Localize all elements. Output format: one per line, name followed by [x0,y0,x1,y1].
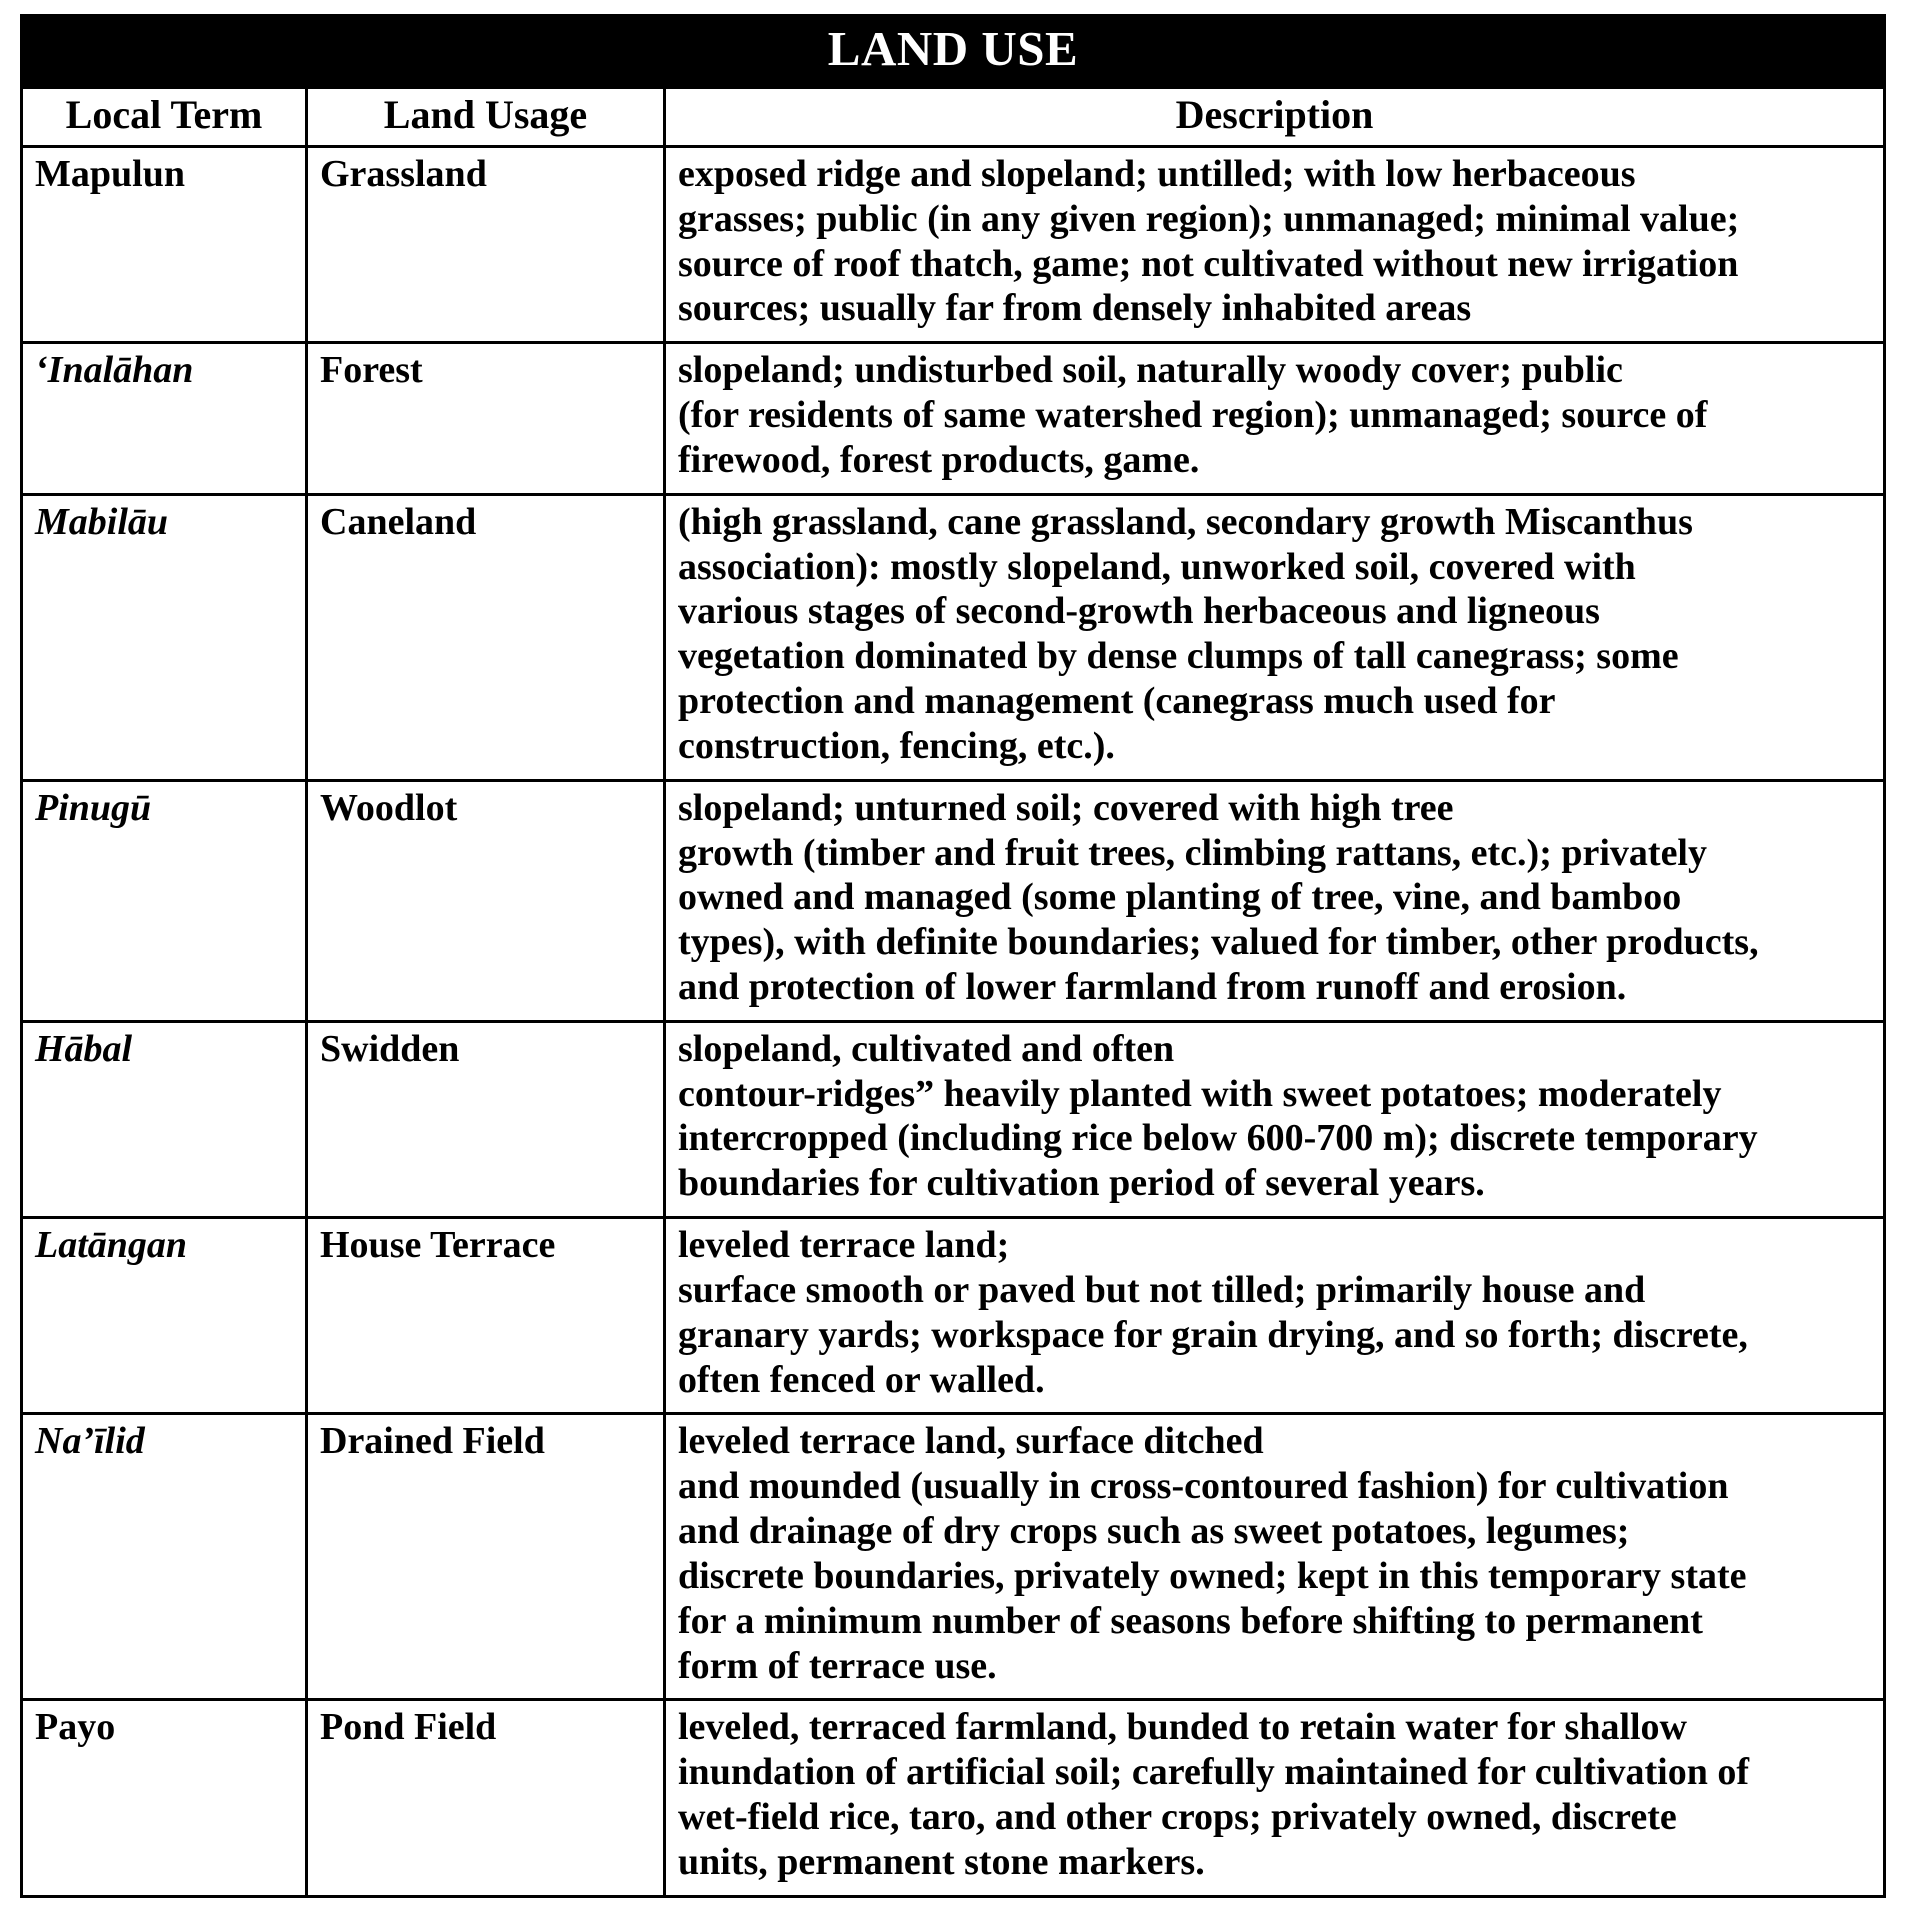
table-title: LAND USE [22,16,1885,88]
cell-land-usage: Forest [307,343,665,494]
cell-local-term: Latāngan [22,1218,307,1414]
description-line: leveled terrace land, surface ditched [678,1420,1264,1463]
cell-description [665,146,1885,342]
cell-local-term: Mabilāu [22,494,307,780]
description-line: slopeland; unturned soil; covered with high tree [678,786,1454,829]
description-line: construction, fencing, etc.). [678,724,1115,767]
table-row [22,1218,1885,1414]
cell-land-usage: Grassland [307,146,665,342]
description-line: and drainage of dry crops such as sweet potatoes, legumes; [678,1510,1630,1553]
description-line: vegetation dominated by dense clumps of tall canegrass; some [678,635,1679,678]
table-row [22,780,1885,1021]
description-line: (high grassland, cane grassland, secondary growth Miscanthus [678,500,1693,543]
description-line: contour-ridges” heavily planted with sweet potatoes; moderately [678,1072,1722,1115]
table-head [22,16,1885,147]
description-line: discrete boundaries, privately owned; kept in this temporary state [678,1554,1747,1597]
land-use-table [20,14,1886,1898]
table-row [22,494,1885,780]
description-line: for a minimum number of seasons before shifting to permanent [678,1599,1703,1642]
cell-land-usage: Woodlot [307,780,665,1021]
description-line: form of terrace use. [678,1644,997,1687]
table-body [22,146,1885,1896]
description-line: slopeland, cultivated and often [678,1027,1175,1070]
cell-land-usage: Swidden [307,1021,665,1217]
cell-local-term: Na’īlid [22,1414,307,1700]
description-line: (for residents of same watershed region); unmanaged; source of [678,394,1708,437]
cell-local-term: ʻInalāhan [22,343,307,494]
column-header-local-term: Local Term [22,87,307,146]
description-line: protection and management (canegrass much used for [678,680,1556,723]
description-line: granary yards; workspace for grain drying, and so forth; discrete, [678,1313,1748,1356]
cell-local-term: Pinugū [22,780,307,1021]
description-line: surface smooth or paved but not tilled; primarily house and [678,1268,1646,1311]
description-line: leveled, terraced farmland, bunded to retain water for shallow [678,1706,1688,1749]
description-line: source of roof thatch, game; not cultivated without new irrigation [678,242,1739,285]
column-header-description: Description [665,87,1885,146]
cell-local-term: Hābal [22,1021,307,1217]
table-row [22,1021,1885,1217]
cell-description [665,494,1885,780]
cell-local-term: Payo [22,1700,307,1896]
cell-description [665,1414,1885,1700]
description-line: units, permanent stone markers. [678,1840,1205,1883]
table-row [22,146,1885,342]
description-line: inundation of artificial soil; carefully maintained for cultivation of [678,1751,1750,1794]
description-line: various stages of second-growth herbaceous and ligneous [678,590,1600,633]
description-line: wet-field rice, taro, and other crops; privately owned, discrete [678,1796,1677,1839]
description-line: exposed ridge and slopeland; untilled; with low herbaceous [678,152,1636,195]
description-line: boundaries for cultivation period of several years. [678,1162,1485,1205]
table-row [22,1700,1885,1896]
description-line: often fenced or walled. [678,1358,1045,1401]
description-line: sources; usually far from densely inhabited areas [678,287,1472,330]
description-line: and protection of lower farmland from runoff and erosion. [678,965,1627,1008]
table-row [22,343,1885,494]
cell-land-usage: Caneland [307,494,665,780]
description-line: owned and managed (some planting of tree, vine, and bamboo [678,876,1682,919]
description-line: association): mostly slopeland, unworked soil, covered with [678,545,1636,588]
description-line: and mounded (usually in cross-contoured fashion) for cultivation [678,1465,1729,1508]
cell-description [665,343,1885,494]
column-header-row [22,87,1885,146]
cell-description [665,780,1885,1021]
description-line: grasses; public (in any given region); unmanaged; minimal value; [678,197,1740,240]
description-line: types), with definite boundaries; valued for timber, other products, [678,921,1759,964]
cell-description [665,1218,1885,1414]
cell-land-usage: House Terrace [307,1218,665,1414]
table-row [22,1414,1885,1700]
column-header-land-usage: Land Usage [307,87,665,146]
table-title-row [22,16,1885,88]
cell-land-usage: Drained Field [307,1414,665,1700]
cell-land-usage: Pond Field [307,1700,665,1896]
description-line: firewood, forest products, game. [678,438,1200,481]
description-line: growth (timber and fruit trees, climbing rattans, etc.); privately [678,831,1707,874]
cell-description [665,1700,1885,1896]
description-line: slopeland; undisturbed soil, naturally woody cover; public [678,349,1623,392]
description-line: leveled terrace land; [678,1224,1010,1267]
cell-description [665,1021,1885,1217]
description-line: intercropped (including rice below 600-700 m); discrete temporary [678,1117,1758,1160]
cell-local-term: Mapulun [22,146,307,342]
